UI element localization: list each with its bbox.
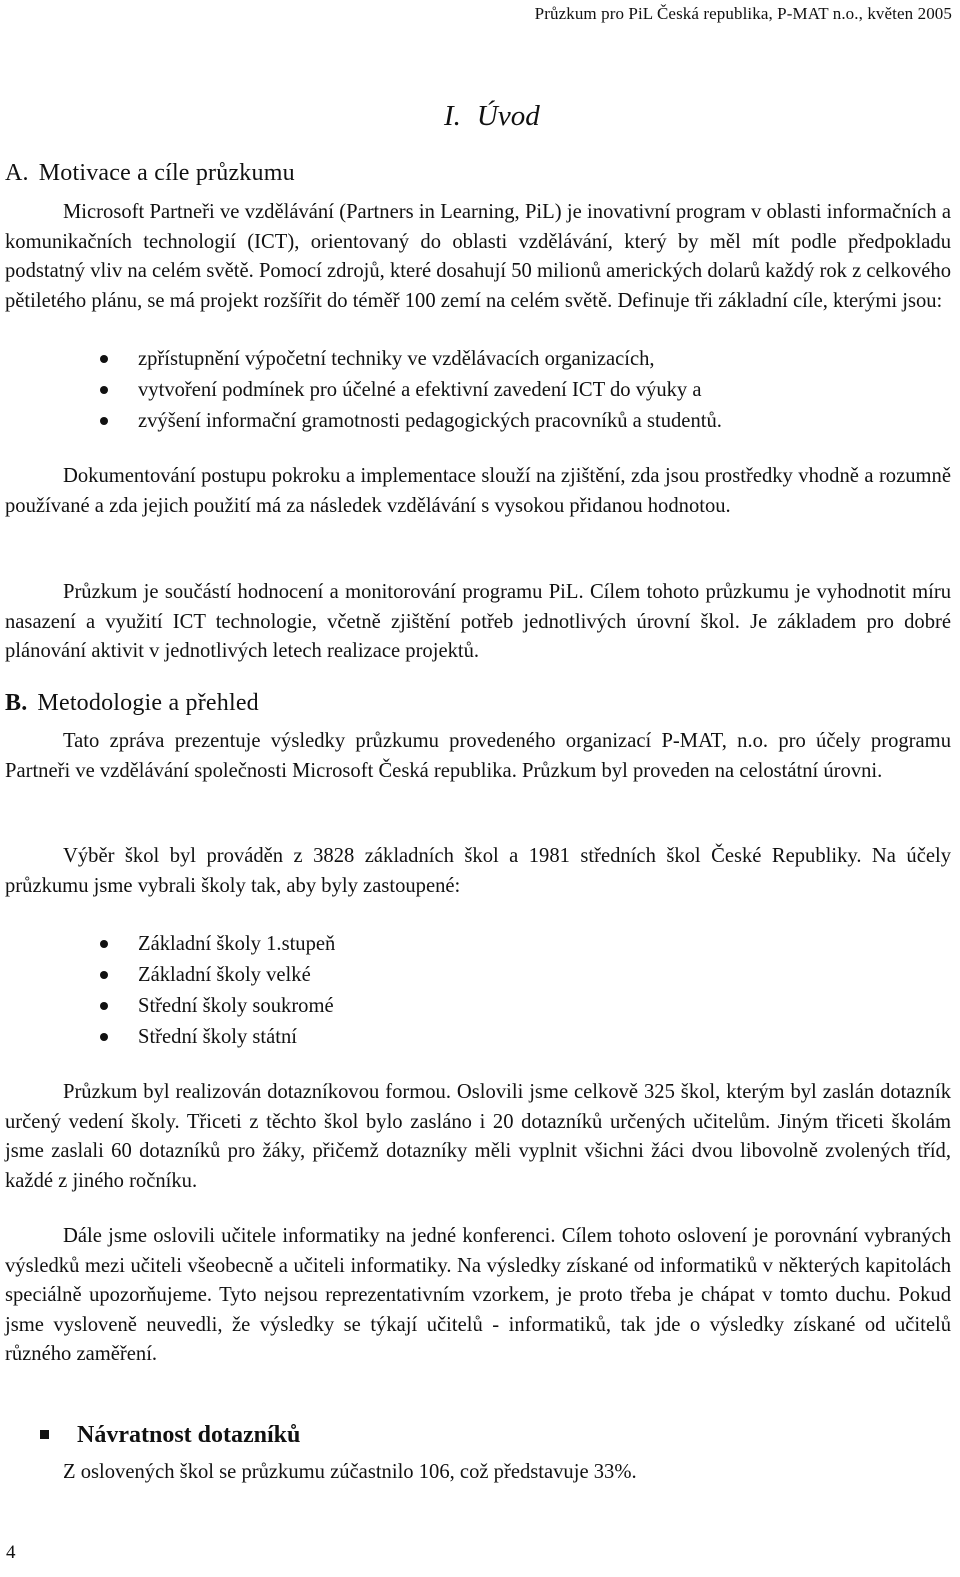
section-b-paragraph-1: Tato zpráva prezentuje výsledky průzkumu provedeného organizací P-MAT, n.o. pro účely programu Partneři ve vzdělávání společnosti Microsoft Česká republika. Průzkum byl proveden na celostátní úrovni.: [5, 730, 951, 782]
list-item: Základní školy 1.stupeň: [0, 929, 950, 960]
section-a-paragraph-3: Průzkum je součástí hodnocení a monitorování programu PiL. Cílem tohoto průzkumu je vyhodnotit míru nasazení a využití ICT technologie, včetně zjištění potřeb jednotlivých úrovní škol. Je základem pro dobré plánování aktivit v jednotlivých letech realizace projektů.: [5, 581, 951, 663]
bullet-icon: [100, 386, 108, 394]
list-item: Základní školy velké: [0, 960, 950, 991]
chapter-number: I.: [444, 100, 461, 132]
list-item: Střední školy soukromé: [0, 991, 950, 1022]
return-rate-text: Z oslovených škol se průzkumu zúčastnilo 106, což představuje 33%.: [63, 1461, 637, 1483]
section-b-letter: B.: [5, 690, 28, 716]
bullet-icon: [100, 971, 108, 979]
list-item: Střední školy státní: [0, 1022, 950, 1053]
section-a-paragraph-2: Dokumentování postupu pokroku a implementace slouží na zjištění, zda jsou prostředky vhodně a rozumně používané a zda jejich použití má za následek vzdělávání s vysokou přidanou hodnotou.: [5, 465, 951, 517]
section-b-title: Metodologie a přehled: [37, 690, 259, 716]
section-b-paragraph-3: Průzkum byl realizován dotazníkovou formou. Oslovili jsme celkově 325 škol, kterým byl zaslán dotazník určený vedení školy. Třiceti z těchto škol bylo zasláno i 20 dotazníků určených učitelům. Jiným třiceti školám jsme zaslali 60 dotazníků pro žáky, přičemž dotazníky měli vyplnit všichni žáci dvou libovolně zvolených tříd, každé z jiného ročníku.: [5, 1081, 951, 1192]
school-types-list: [0, 929, 950, 1053]
section-a-title: Motivace a cíle průzkumu: [38, 160, 295, 186]
goals-list: [0, 344, 950, 437]
paragraph-first-line: Microsoft Partneři ve vzdělávání (Partners in Learning, PiL) je inovativní program: [63, 201, 746, 223]
list-item: vytvoření podmínek pro účelné a efektivní zavedení ICT do výuky a: [0, 375, 950, 406]
bullet-icon: [100, 417, 108, 425]
square-bullet-icon: [40, 1430, 49, 1439]
bullet-icon: [100, 355, 108, 363]
bullet-icon: [100, 940, 108, 948]
running-header: Průzkum pro PiL Česká republika, P-MAT n.o., květen 2005: [534, 4, 952, 23]
section-b-paragraph-4: Dále jsme oslovili učitele informatiky na jedné konferenci. Cílem tohoto oslovení je porovnání vybraných výsledků mezi učiteli všeobecně a učiteli informatiky. Na výsledky získané od informatiků v některých kapitolách speciálně upozorňujeme. Tyto nejsou reprezentativním vzorkem, je proto třeba je chápat v tomto duchu. Pokud jsme vysloveně neuvedli, že výsledky se týkají učitelů - informatiků, tak jde o výsledky získané od učitelů různého zaměření.: [5, 1225, 951, 1366]
chapter-title: Úvod: [476, 100, 540, 132]
paragraph-rest: v oblasti informačních a komunikačních technologií (ICT), orientovaný do oblasti vzdělávání, který by měl mít podle předpokladu podstatný vliv na celém světě. Pomocí zdrojů, které dosahují 50 milionů amerických dolarů každý rok z celkového pětiletého plánu, se má projekt rozšířit do téměř 100 zemí na celém světě. Definuje tři základní cíle, kterými jsou:: [5, 201, 951, 312]
chapter-heading: [444, 100, 540, 133]
section-b-heading: [5, 690, 259, 717]
page-number: 4: [6, 1542, 16, 1563]
section-a-heading: [5, 160, 295, 187]
list-item: zpřístupnění výpočetní techniky ve vzdělávacích organizacích,: [0, 344, 950, 375]
return-rate-heading: Návratnost dotazníků: [40, 1422, 300, 1449]
section-a-paragraph-1: [5, 198, 951, 316]
bullet-icon: [100, 1033, 108, 1041]
section-a-letter: A.: [5, 160, 29, 186]
section-b-paragraph-2: Výběr škol byl prováděn z 3828 základních škol a 1981 středních škol České Republiky. Na účely průzkumu jsme vybrali školy tak, aby byly zastoupené:: [5, 845, 951, 897]
bullet-icon: [100, 1002, 108, 1010]
list-item: zvýšení informační gramotnosti pedagogických pracovníků a studentů.: [0, 406, 950, 437]
